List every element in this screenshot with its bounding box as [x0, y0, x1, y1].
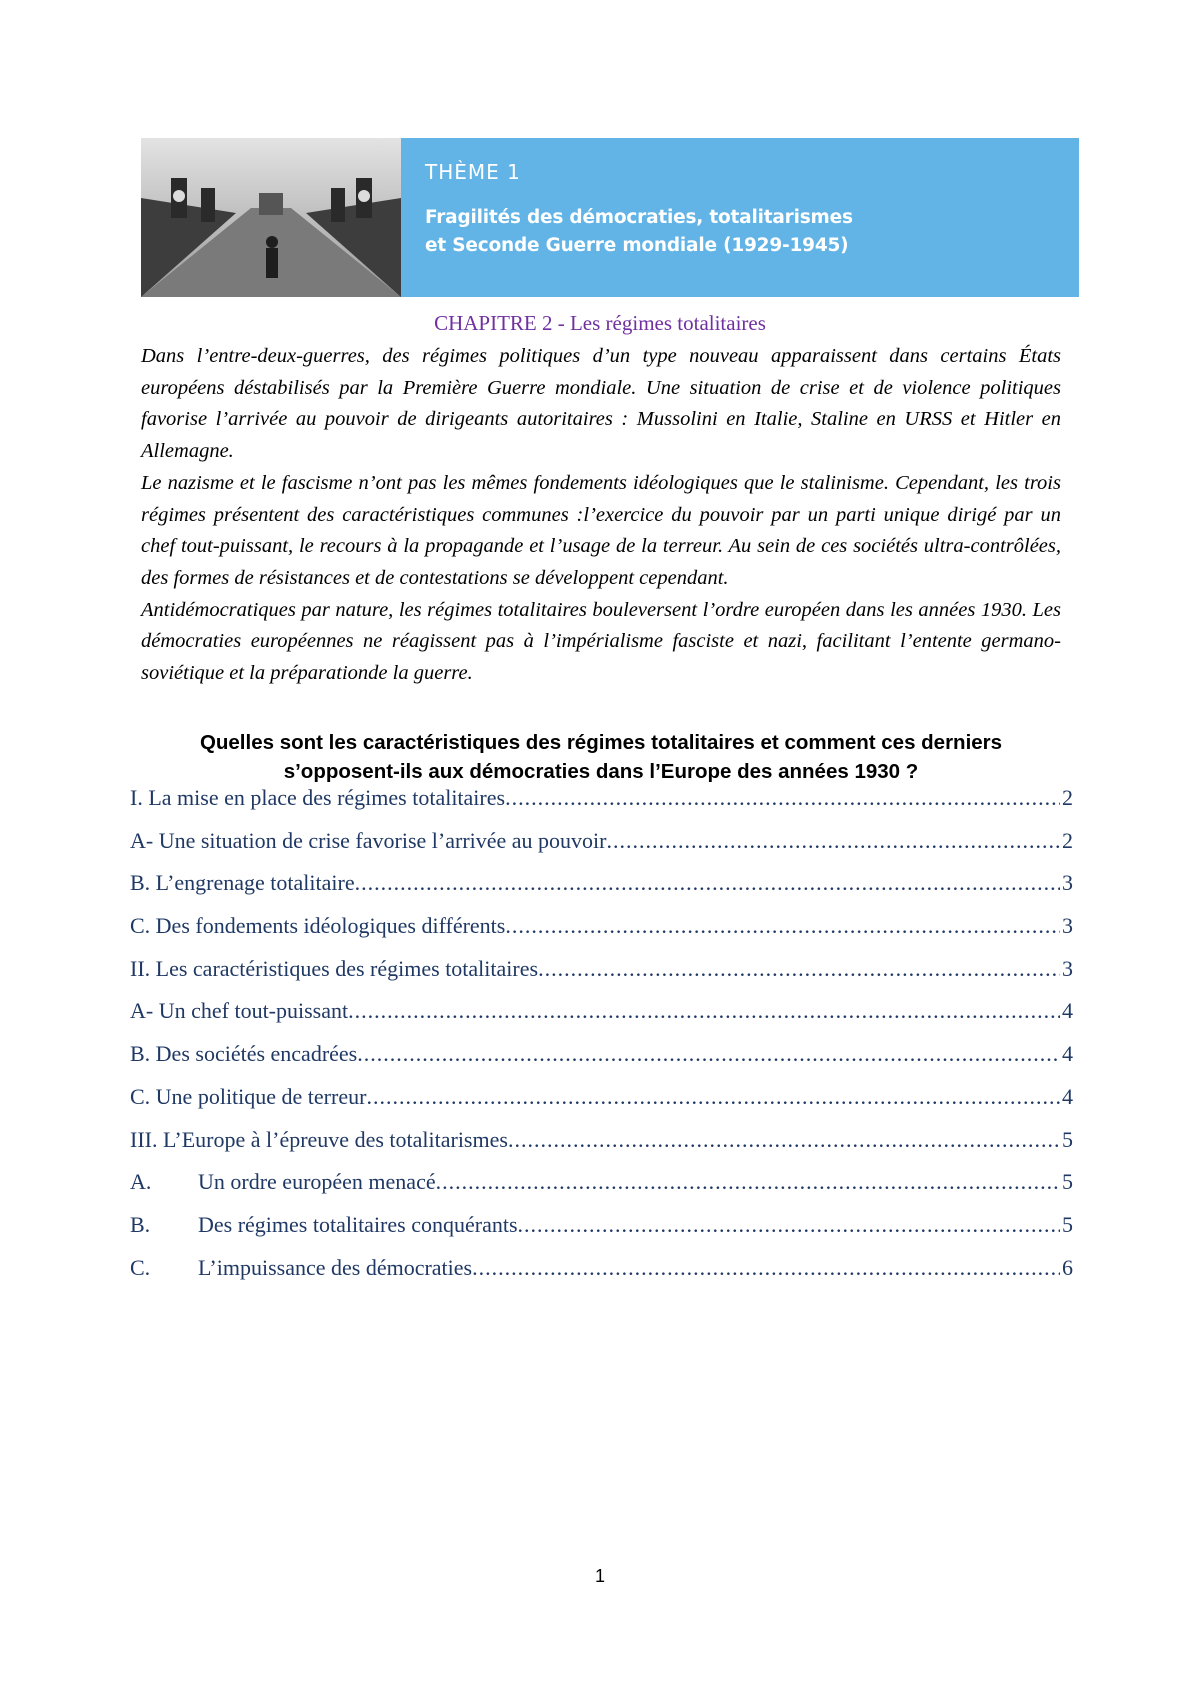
- toc-entry-label: Un ordre européen menacé: [198, 1169, 436, 1195]
- toc-entry-label: B. Des sociétés encadrées: [130, 1041, 358, 1067]
- toc-entry[interactable]: [130, 1212, 1073, 1255]
- toc-entry[interactable]: [130, 913, 1073, 956]
- toc-entry[interactable]: [130, 1084, 1073, 1127]
- toc-entry-label: Des régimes totalitaires conquérants: [198, 1211, 518, 1237]
- toc-leader-dots: [508, 1127, 1060, 1153]
- toc-leader-dots: [355, 870, 1060, 896]
- toc-entry-label: A- Une situation de crise favorise l’arrivée au pouvoir: [130, 827, 607, 853]
- toc-leader-dots: [366, 1084, 1060, 1110]
- toc-entry-page: 5: [1062, 1211, 1073, 1237]
- toc-entry-page: 3: [1062, 870, 1073, 896]
- toc-entry-page: 4: [1062, 1083, 1073, 1109]
- toc-entry[interactable]: [130, 1255, 1073, 1298]
- table-of-contents: [130, 785, 1073, 1297]
- theme-banner: [141, 138, 1079, 297]
- toc-entry[interactable]: [130, 870, 1073, 913]
- toc-entry-label: B. L’engrenage totalitaire: [130, 870, 355, 896]
- toc-entry-page: 3: [1062, 955, 1073, 981]
- toc-leader-dots: [518, 1212, 1060, 1238]
- theme-title-line-2: et Seconde Guerre mondiale (1929-1945): [425, 235, 849, 256]
- theme-title: [425, 204, 853, 260]
- toc-entry-page: 6: [1062, 1254, 1073, 1280]
- toc-entry-page: 5: [1062, 1126, 1073, 1152]
- toc-entry-number: A.: [130, 1169, 152, 1195]
- banner-photo: [141, 138, 401, 297]
- toc-entry-number: B.: [130, 1211, 151, 1237]
- toc-entry-page: 5: [1062, 1169, 1073, 1195]
- chapter-title: CHAPITRE 2 - Les régimes totalitaires: [434, 311, 766, 335]
- theme-title-line-1: Fragilités des démocraties, totalitarismes: [425, 207, 853, 228]
- toc-leader-dots: [505, 913, 1060, 939]
- toc-entry[interactable]: [130, 1169, 1073, 1212]
- toc-entry[interactable]: [130, 1127, 1073, 1170]
- toc-entry[interactable]: [130, 828, 1073, 871]
- toc-entry[interactable]: [130, 1041, 1073, 1084]
- toc-leader-dots: [607, 828, 1061, 854]
- toc-entry[interactable]: [130, 998, 1073, 1041]
- intro-paragraph: Le nazisme et le fascisme n’ont pas les mêmes fondements idéologiques que le stalinisme. Cependant, les trois régimes présentent des caractéristiques communes :l’exercice du pouvoir par un parti unique dirigé par un chef tout-puissant, le recours à la propagande et l’usage de la terreur. Au sein de ces sociétés ultra-contrôlées, des formes de résistances et de contestations se développent cependant.: [141, 471, 1061, 589]
- toc-leader-dots: [436, 1169, 1060, 1195]
- toc-entry-page: 4: [1062, 998, 1073, 1024]
- toc-entry-label: C. Une politique de terreur: [130, 1083, 367, 1109]
- theme-label: THÈME 1: [425, 160, 521, 184]
- toc-leader-dots: [538, 956, 1060, 982]
- toc-entry-page: 2: [1062, 785, 1073, 810]
- toc-entry-label: L’impuissance des démocraties: [198, 1254, 473, 1280]
- toc-leader-dots: [472, 1255, 1060, 1281]
- toc-entry-page: 3: [1062, 913, 1073, 939]
- toc-leader-dots: [505, 785, 1060, 811]
- toc-entry-page: 4: [1062, 1041, 1073, 1067]
- problematic-question: Quelles sont les caractéristiques des régimes totalitaires et comment ces derniers s’opposent-ils aux démocraties dans l’Europe des années 1930 ?: [199, 731, 1003, 783]
- page-number: 1: [594, 1566, 605, 1586]
- toc-leader-dots: [348, 998, 1060, 1024]
- toc-entry-label: I. La mise en place des régimes totalitaires: [130, 785, 506, 810]
- intro-paragraph: Dans l’entre-deux-guerres, des régimes politiques d’un type nouveau apparaissent dans certains États européens déstabilisés par la Première Guerre mondiale. Une situation de crise et de violence politiques favorise l’arrivée au pouvoir de dirigeants autoritaires : Mussolini en Italie, Staline en URSS et Hitler en Allemagne.: [141, 345, 1061, 463]
- intro-paragraph: Antidémocratiques par nature, les régimes totalitaires bouleversent l’ordre européen dans les années 1930. Les démocraties européennes ne réagissent pas à l’impérialisme fasciste et nazi, facilitant l’entente germano-soviétique et la préparationde la guerre.: [141, 598, 1061, 685]
- toc-entry-label: C. Des fondements idéologiques différents: [130, 913, 506, 939]
- toc-entry-label: II. Les caractéristiques des régimes totalitaires: [130, 955, 539, 981]
- toc-leader-dots: [357, 1041, 1060, 1067]
- toc-entry-page: 2: [1062, 827, 1073, 853]
- toc-entry-label: III. L’Europe à l’épreuve des totalitarismes: [130, 1126, 508, 1152]
- toc-entry-number: C.: [130, 1254, 151, 1280]
- toc-entry[interactable]: [130, 785, 1073, 828]
- toc-entry-label: A- Un chef tout-puissant: [130, 998, 349, 1024]
- intro-text: [141, 341, 1061, 690]
- toc-entry[interactable]: [130, 956, 1073, 999]
